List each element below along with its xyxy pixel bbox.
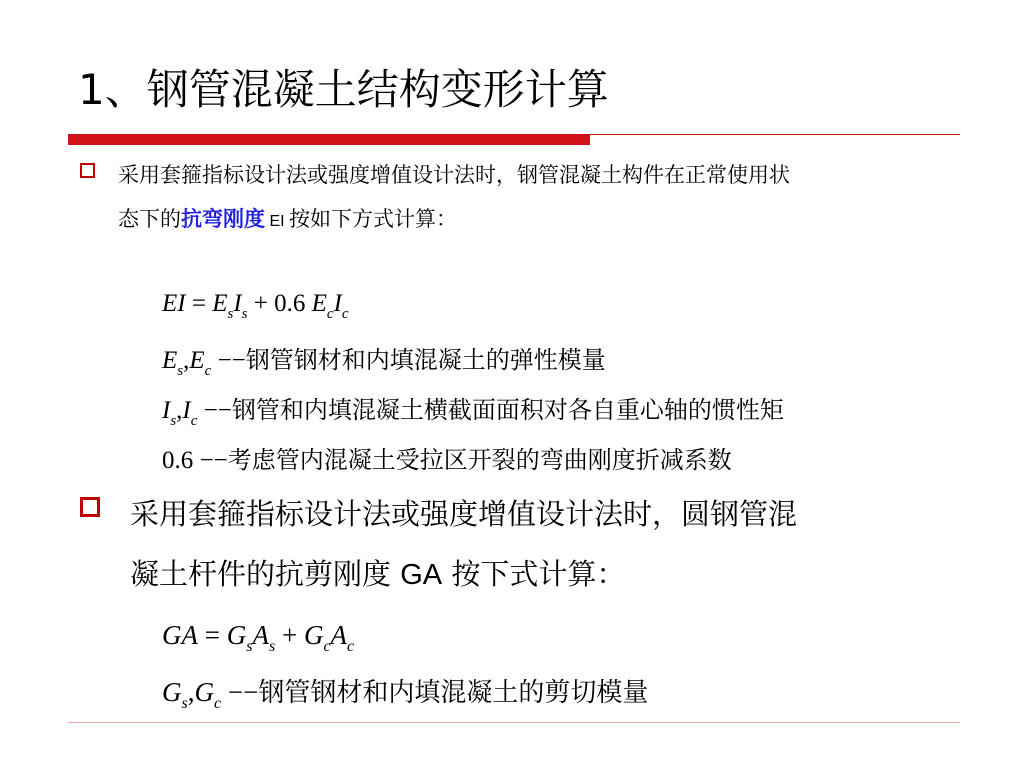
- def-is-sub: s: [170, 413, 177, 429]
- def-ec: E: [189, 347, 205, 374]
- formula-ga-gs: G: [226, 620, 247, 650]
- formula-ga: [162, 620, 355, 655]
- bullet1-line1: 采用套箍指标设计法或强度增值设计法时，钢管混凝土构件在正常使用状: [118, 163, 790, 187]
- bullet-paragraph-shear-stiffness: [130, 484, 950, 605]
- definition-es-ec: [162, 340, 606, 379]
- formula-ga-lhs: GA: [162, 620, 198, 650]
- def-gc-sub: c: [213, 695, 222, 712]
- title-underline-line: [590, 134, 960, 135]
- def-dash: −−: [221, 677, 259, 707]
- formula-ga-ac: A: [330, 620, 348, 650]
- def-dash: −−: [211, 347, 246, 374]
- ei-symbol: EI: [265, 213, 290, 230]
- def-ic-sub: c: [190, 413, 198, 429]
- def-factor-desc: 考虑管内混凝土受拉区开裂的弯曲刚度折减系数: [227, 446, 732, 474]
- formula-ga-gc: G: [303, 620, 324, 650]
- def-es-ec-desc: 钢管钢材和内填混凝土的弹性模量: [245, 346, 606, 374]
- formula-ga-gs-sub: s: [246, 638, 253, 655]
- def-comma: ,: [187, 677, 195, 707]
- def-ic: I: [182, 397, 191, 424]
- definition-gs-gc: [162, 672, 649, 712]
- bullet-paragraph-flexural-stiffness: [118, 153, 958, 244]
- def-gs-gc-desc: 钢管钢材和内填混凝土的剪切模量: [258, 678, 649, 708]
- def-gs: G: [162, 677, 182, 707]
- formula-ei-lhs: EI: [162, 290, 186, 317]
- def-dash: −−: [193, 447, 228, 474]
- square-bullet-icon: [80, 163, 95, 178]
- def-is-ic-desc: 钢管和内填混凝土横截面面积对各自重心轴的惯性矩: [231, 396, 784, 424]
- formula-ei-es-sub: s: [227, 306, 234, 322]
- formula-ei-ic: I: [333, 290, 342, 317]
- formula-ei-equals: =: [185, 290, 213, 317]
- ga-symbol: GA: [400, 559, 443, 591]
- def-es-sub: s: [177, 363, 184, 379]
- def-factor-value: 0.6: [162, 447, 194, 474]
- bullet2-line2: [130, 544, 950, 605]
- formula-ga-equals: =: [198, 620, 227, 650]
- formula-ga-plus: +: [275, 620, 304, 650]
- formula-ei: [162, 290, 349, 322]
- formula-ei-is-sub: s: [241, 306, 248, 322]
- bullet2-line1: 采用套箍指标设计法或强度增值设计法时，圆钢管混: [130, 497, 798, 531]
- definition-reduction-factor: [162, 440, 732, 475]
- formula-ga-gc-sub: c: [323, 638, 331, 655]
- bullet1-line2: [118, 197, 958, 244]
- def-es: E: [162, 347, 178, 374]
- formula-ga-as: A: [252, 620, 269, 650]
- formula-ei-ic-sub: c: [341, 306, 349, 322]
- formula-ei-es: E: [212, 290, 228, 317]
- formula-ei-plus: + 0.6: [247, 290, 312, 317]
- flexural-stiffness-highlight: 抗弯刚度: [181, 207, 265, 231]
- formula-ga-as-sub: s: [268, 638, 276, 655]
- def-comma: ,: [176, 397, 183, 424]
- footer-divider: [68, 722, 960, 723]
- bullet2-line2-suffix: 按下式计算：: [442, 557, 626, 591]
- def-gs-sub: s: [181, 695, 188, 712]
- def-is: I: [162, 397, 171, 424]
- def-gc: G: [194, 677, 214, 707]
- bullet1-line2-prefix: 态下的: [118, 207, 181, 231]
- formula-ei-is: I: [233, 290, 242, 317]
- formula-ei-ec-sub: c: [326, 306, 334, 322]
- bullet1-line2-suffix: 按如下方式计算：: [289, 207, 458, 231]
- formula-ga-ac-sub: c: [347, 638, 355, 655]
- bullet2-line2-prefix: 凝土杆件的抗剪刚度: [130, 557, 401, 591]
- def-ec-sub: c: [204, 363, 212, 379]
- title-underline-bar: [68, 134, 590, 145]
- definition-is-ic: [162, 390, 784, 429]
- formula-ei-ec: E: [311, 290, 327, 317]
- def-dash: −−: [197, 397, 232, 424]
- slide-title: 1、钢管混凝土结构变形计算: [78, 65, 609, 114]
- square-bullet-icon: [80, 497, 100, 517]
- def-comma: ,: [183, 347, 190, 374]
